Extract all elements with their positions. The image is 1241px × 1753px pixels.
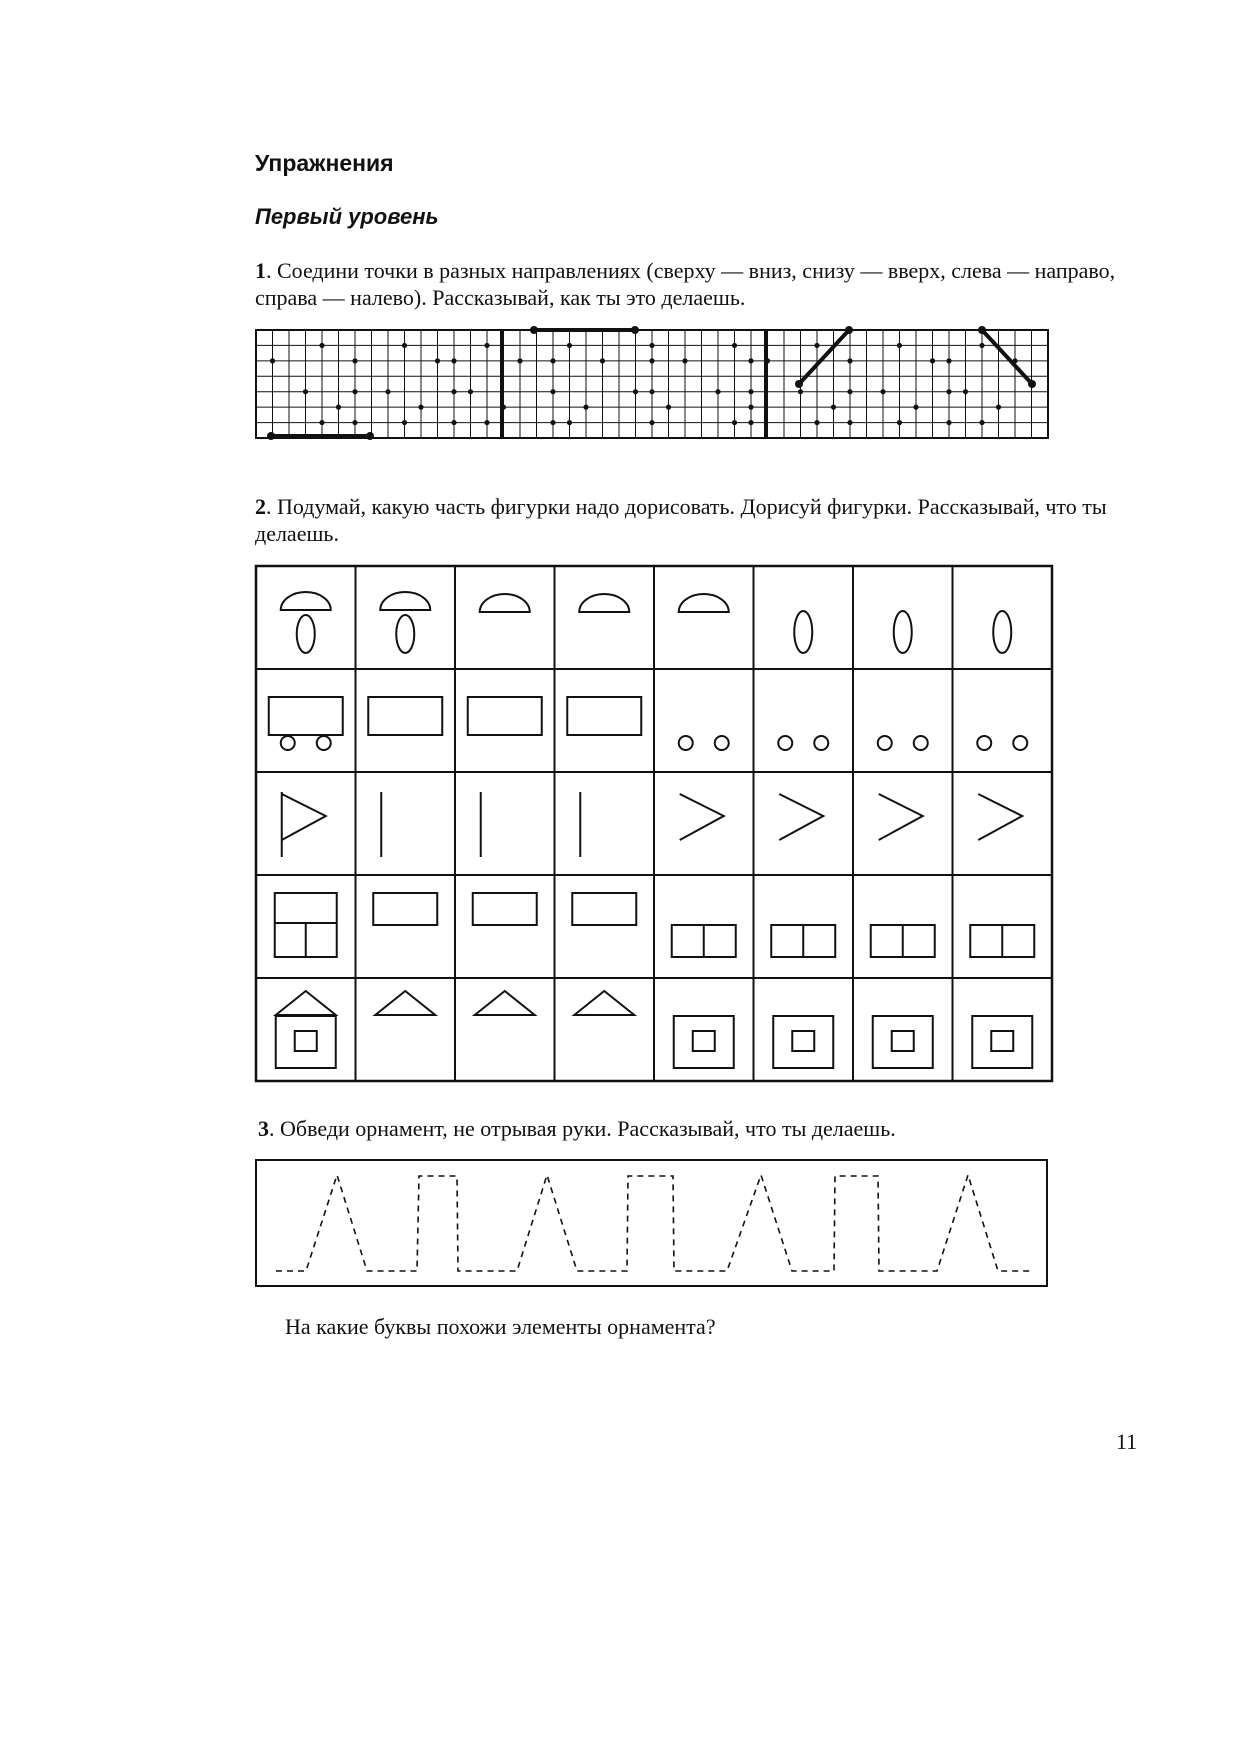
grid-dot [484, 420, 489, 425]
figure-cell-r3-c6 [779, 794, 823, 840]
house-wall-icon [773, 1016, 833, 1068]
grid-dot [550, 420, 555, 425]
grid-dot [814, 420, 819, 425]
house-window-icon [295, 1031, 317, 1051]
grid-dot [946, 358, 951, 363]
figure-cell-r2-c4 [567, 697, 641, 735]
grid-dot [385, 389, 390, 394]
grid-dot [831, 405, 836, 410]
cart-wheel-icon [977, 736, 991, 750]
flag-cloth-icon [680, 794, 724, 840]
grid-dot [748, 358, 753, 363]
mushroom-cap-icon [380, 592, 430, 610]
figure-cell-r4-c2 [373, 893, 437, 925]
cart-body-icon [269, 697, 343, 735]
task-3-instruction: . Обведи орнамент, не отрывая руки. Рассказывай, что ты делаешь. [269, 1116, 896, 1141]
house-window-icon [991, 1031, 1013, 1051]
grid-dot [336, 405, 341, 410]
grid-dot [649, 420, 654, 425]
figure-cell-r5-c5 [674, 1016, 734, 1068]
ornament-frame [256, 1160, 1047, 1286]
task-1-number: 1 [255, 258, 266, 283]
house-roof-icon [574, 991, 634, 1015]
cart-wheel-icon [679, 736, 693, 750]
grid-dot [517, 358, 522, 363]
figure-cell-r3-c8 [978, 794, 1022, 840]
figures-grid-exercise [256, 566, 1052, 1081]
figure-cell-r2-c6 [778, 736, 828, 750]
page-number: 11 [1116, 1429, 1138, 1454]
figure-cell-r4-c4 [572, 893, 636, 925]
level-heading: Первый уровень [255, 204, 439, 229]
house-window-icon [693, 1031, 715, 1051]
grid-dot [303, 389, 308, 394]
grid-dot [319, 343, 324, 348]
figure-cell-r4-c8 [970, 925, 1034, 957]
grid-dot [748, 420, 753, 425]
figure-cell-r1-c1 [281, 592, 331, 653]
grid-dot [748, 389, 753, 394]
grid-dot [847, 389, 852, 394]
ornament-exercise [256, 1160, 1047, 1286]
house-window-icon [792, 1031, 814, 1051]
house-roof-icon [475, 991, 535, 1015]
dot-grid-exercise [256, 326, 1048, 440]
grid-dot [567, 420, 572, 425]
flag-cloth-icon [879, 794, 923, 840]
figure-cell-r5-c1 [276, 991, 336, 1068]
figure-cell-r1-c6 [794, 611, 812, 653]
mushroom-stem-icon [396, 615, 414, 653]
figure-cell-r4-c7 [871, 925, 935, 957]
flag-cloth-icon [978, 794, 1022, 840]
grid-dot [484, 343, 489, 348]
figure-cell-r1-c3 [480, 594, 530, 612]
grid-dot [402, 343, 407, 348]
grid-dot [798, 389, 803, 394]
grid-dot [270, 358, 275, 363]
grid-dot [600, 358, 605, 363]
figure-cell-r5-c4 [574, 991, 634, 1015]
cart-body-icon [468, 697, 542, 735]
grid-dot [930, 358, 935, 363]
figure-cell-r1-c4 [579, 594, 629, 612]
house-roof-icon [276, 991, 336, 1015]
figure-cell-r4-c1 [275, 893, 337, 957]
grid-dot [913, 405, 918, 410]
grid-dot [319, 420, 324, 425]
cart-wheel-icon [317, 736, 331, 750]
grid-dot [847, 420, 852, 425]
figure-cell-r1-c2 [380, 592, 430, 653]
flag-cloth-icon [779, 794, 823, 840]
grid-dot [666, 405, 671, 410]
grid-dot [402, 420, 407, 425]
mushroom-stem-icon [794, 611, 812, 653]
window-top-icon [473, 893, 537, 925]
ornament-question: На какие буквы похожи элементы орнамента? [285, 1314, 716, 1339]
grid-dot [352, 358, 357, 363]
grid-dot [550, 358, 555, 363]
figure-cell-r2-c7 [878, 736, 928, 750]
grid-dot [451, 358, 456, 363]
task-2-number: 2 [255, 494, 266, 519]
mushroom-cap-icon [579, 594, 629, 612]
grid-dot [352, 389, 357, 394]
grid-dot [583, 405, 588, 410]
grid-dot [732, 420, 737, 425]
cart-wheel-icon [914, 736, 928, 750]
figure-cell-r5-c6 [773, 1016, 833, 1068]
figure-cell-r2-c5 [679, 736, 729, 750]
grid-dot [418, 405, 423, 410]
grid-dot [435, 358, 440, 363]
mushroom-stem-icon [894, 611, 912, 653]
grid-dot [633, 389, 638, 394]
cart-wheel-icon [1013, 736, 1027, 750]
section-heading: Упражнения [255, 150, 394, 176]
grid-dot [352, 420, 357, 425]
figure-cell-r5-c8 [972, 1016, 1032, 1068]
figure-cell-r5-c2 [375, 991, 435, 1015]
mushroom-stem-icon [297, 615, 315, 653]
cart-body-icon [368, 697, 442, 735]
house-wall-icon [873, 1016, 933, 1068]
grid-dot [682, 358, 687, 363]
cart-wheel-icon [715, 736, 729, 750]
window-top-icon [373, 893, 437, 925]
grid-dot [946, 420, 951, 425]
task-2-instruction: . Подумай, какую часть фигурки надо дорисовать. Дорисуй фигурки. Рассказывай, что ты делаешь. [255, 494, 1107, 546]
house-window-icon [892, 1031, 914, 1051]
task-1-instruction: . Соедини точки в разных направлениях (сверху — вниз, снизу — вверх, слева — направо, справа — налево). Рассказывай, как ты это делаешь. [255, 258, 1116, 310]
window-top-icon [572, 893, 636, 925]
figure-cell-r3-c7 [879, 794, 923, 840]
house-wall-icon [276, 1016, 336, 1068]
figure-cell-r5-c3 [475, 991, 535, 1015]
figure-cell-r1-c8 [993, 611, 1011, 653]
figure-cell-r2-c1 [269, 697, 343, 750]
figure-cell-r2-c8 [977, 736, 1027, 750]
mushroom-cap-icon [679, 594, 729, 612]
grid-dot [814, 343, 819, 348]
grid-dot [897, 343, 902, 348]
grid-dot [567, 343, 572, 348]
cart-wheel-icon [281, 736, 295, 750]
grid-dot [979, 420, 984, 425]
grid-dot [946, 389, 951, 394]
ornament-dashed-path [276, 1175, 1030, 1271]
grid-dot [996, 405, 1001, 410]
mushroom-stem-icon [993, 611, 1011, 653]
grid-dot [715, 389, 720, 394]
mushroom-cap-icon [281, 592, 331, 610]
grid-dot [451, 389, 456, 394]
task-3-number: 3 [258, 1116, 269, 1141]
grid-dot [550, 389, 555, 394]
figure-cell-r4-c5 [672, 925, 736, 957]
figure-cell-r2-c3 [468, 697, 542, 735]
cart-wheel-icon [814, 736, 828, 750]
grid-dot [732, 343, 737, 348]
figure-cell-r1-c5 [679, 594, 729, 612]
grid-dot [649, 358, 654, 363]
figure-cell-r4-c6 [771, 925, 835, 957]
grid-dot [880, 389, 885, 394]
cart-body-icon [567, 697, 641, 735]
grid-dot [649, 343, 654, 348]
cart-wheel-icon [778, 736, 792, 750]
flag-cloth-icon [282, 794, 326, 840]
figures-grid-lines [256, 566, 1052, 1081]
cart-wheel-icon [878, 736, 892, 750]
figure-cell-r3-c1 [282, 792, 326, 857]
figures-grid-cells [269, 592, 1035, 1068]
grid-dot [649, 389, 654, 394]
figure-cell-r3-c5 [680, 794, 724, 840]
figure-cell-r2-c2 [368, 697, 442, 735]
grid-dot [748, 405, 753, 410]
house-roof-icon [375, 991, 435, 1015]
grid-dot [468, 389, 473, 394]
house-wall-icon [674, 1016, 734, 1068]
grid-dot [979, 343, 984, 348]
figure-cell-r4-c3 [473, 893, 537, 925]
figure-cell-r5-c7 [873, 1016, 933, 1068]
house-wall-icon [972, 1016, 1032, 1068]
grid-dot [847, 358, 852, 363]
grid-dot [963, 389, 968, 394]
mushroom-cap-icon [480, 594, 530, 612]
figure-cell-r1-c7 [894, 611, 912, 653]
grid-dot [897, 420, 902, 425]
grid-dot [451, 420, 456, 425]
